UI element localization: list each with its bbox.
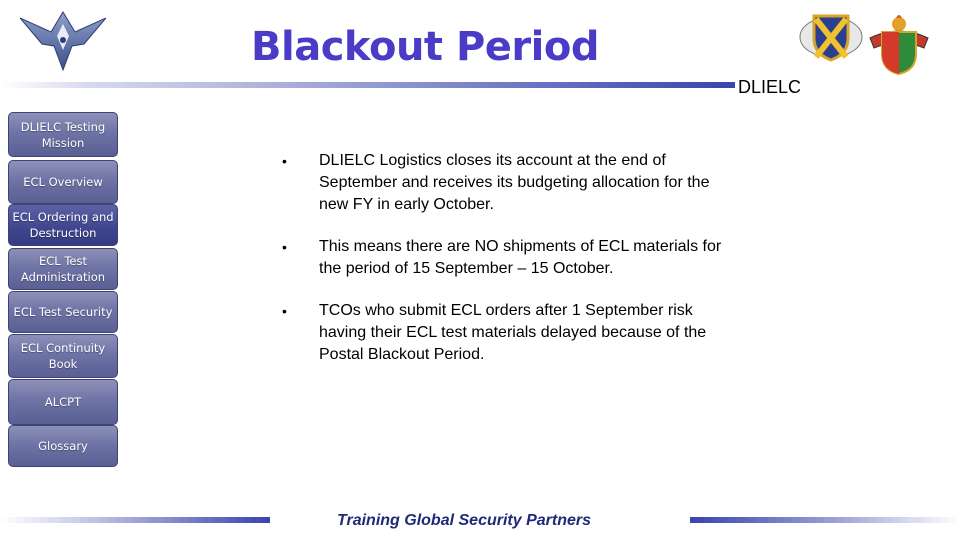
sidebar-item-ecl-overview[interactable] (8, 160, 118, 204)
sidebar-item-ecl-test-administration[interactable] (8, 248, 118, 290)
list-item (282, 236, 722, 280)
sidebar-item-label: ECL Continuity Book (20, 341, 106, 371)
sidebar-item-label: ECL Test Administration (20, 254, 106, 284)
list-item (282, 150, 722, 216)
sidebar-item-label: ECL Test Security (13, 305, 113, 319)
sidebar-item-testing-mission[interactable] (8, 112, 118, 157)
sidebar-item-ecl-ordering[interactable] (8, 204, 118, 246)
page-title: Blackout Period (251, 24, 599, 70)
sidebar-item-label: ECL Ordering and Destruction (12, 210, 114, 240)
shield-crest-icon (798, 10, 864, 64)
list-item (282, 300, 722, 366)
bullet-icon: • (282, 153, 287, 169)
content-bullet-list (282, 150, 722, 386)
bullet-text: This means there are NO shipments of ECL materials for the period of 15 September – 15 October. (319, 238, 722, 277)
bullet-icon: • (282, 303, 287, 319)
sidebar-item-label: ALCPT (44, 395, 82, 409)
sidebar-item-label: ECL Overview (23, 175, 103, 189)
brand-label: DLIELC (738, 77, 802, 97)
header-divider (0, 82, 735, 88)
footer-divider-right (690, 517, 960, 523)
footer-tagline: Training Global Security Partners (337, 512, 591, 529)
bullet-icon: • (282, 239, 287, 255)
sidebar-item-label: Glossary (38, 439, 88, 453)
bullet-text: TCOs who submit ECL orders after 1 September risk having their ECL test materials delayed because of the Postal Blackout Period. (319, 302, 707, 363)
sidebar-item-alcpt[interactable] (8, 379, 118, 425)
sidebar-item-label: DLIELC Testing Mission (20, 119, 106, 150)
sidebar-item-ecl-continuity-book[interactable] (8, 334, 118, 378)
bullet-text: DLIELC Logistics closes its account at the end of September and receives its budgeting allocation for the new FY in early October. (319, 152, 710, 213)
footer-divider-left (0, 517, 270, 523)
sidebar-item-ecl-test-security[interactable] (8, 291, 118, 333)
sidebar-item-glossary[interactable] (8, 425, 118, 467)
regimental-crest-icon (866, 14, 932, 76)
